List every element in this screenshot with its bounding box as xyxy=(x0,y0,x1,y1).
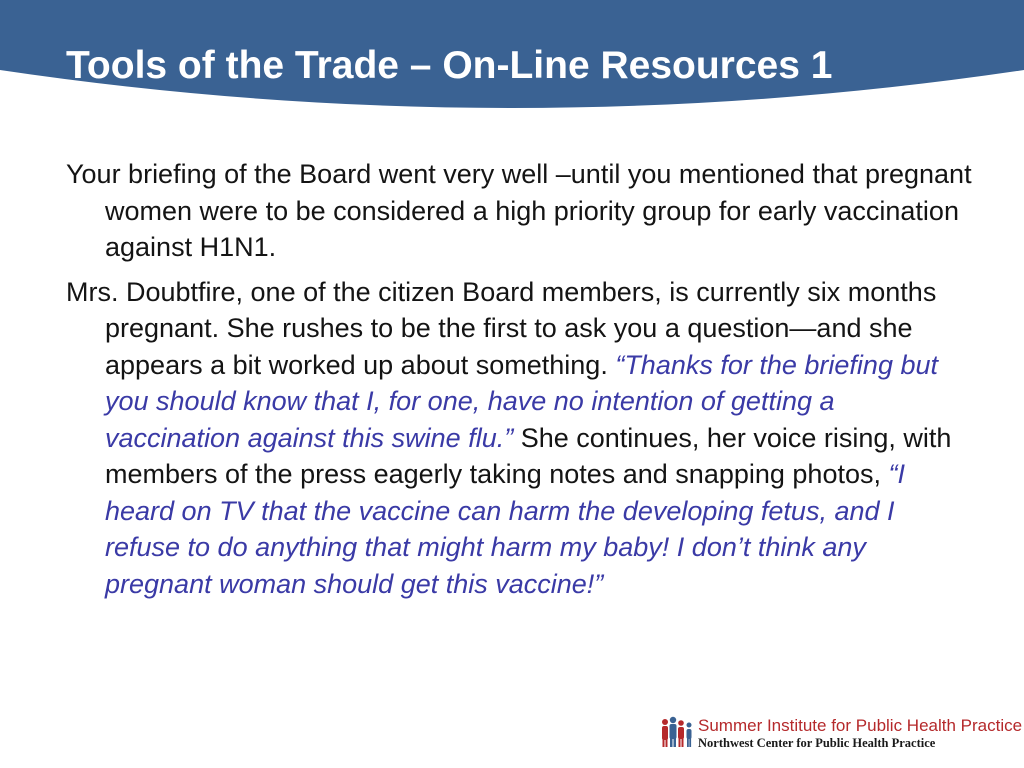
paragraph-text: Mrs. Doubtfire, one of the citizen Board members, is currently six months pregnant. She rushes to be the first to ask you a question—and she appears a bit worked up about something. xyxy=(66,276,937,380)
paragraph-briefing xyxy=(66,156,976,266)
paragraph-scenario xyxy=(66,274,976,603)
logo-center-name: Northwest Center for Public Health Practice xyxy=(698,736,936,750)
slide-body xyxy=(66,156,976,610)
paragraph-text: She continues, her voice rising, with members of the press eagerly taking notes and snapping photos, xyxy=(105,422,952,489)
quote-text: “I heard on TV that the vaccine can harm the developing fetus, and I refuse to do anything that might harm my baby! I don’t think any pregnant woman should get this vaccine!” xyxy=(105,459,905,599)
footer-logo xyxy=(660,714,1023,754)
title-banner xyxy=(0,0,1024,112)
paragraph-text: Your briefing of the Board went very well –until you mentioned that pregnant women were to be considered a high priority group for early vaccination against H1N1. xyxy=(66,159,972,262)
logo-institute-name: Summer Institute for Public Health Practice xyxy=(698,716,1023,735)
quote-text: “Thanks for the briefing but you should know that I, for one, have no intention of getting a vaccination against this swine flu.” xyxy=(105,349,938,453)
people-figures-icon xyxy=(660,716,694,748)
slide-title: Tools of the Trade – On-Line Resources 1 xyxy=(66,44,833,87)
